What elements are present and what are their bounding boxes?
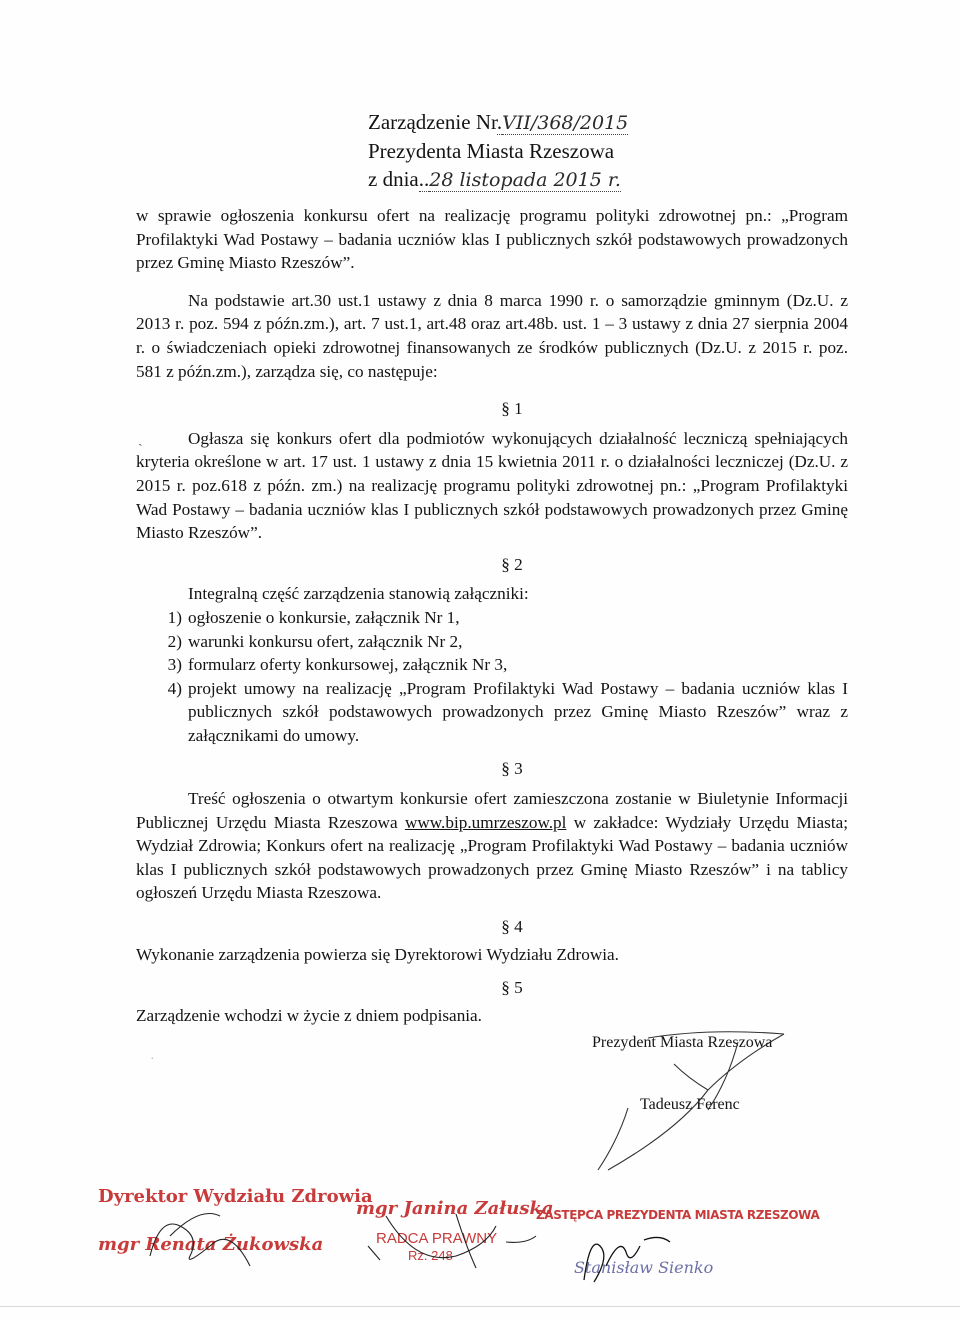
- document-body: [136, 204, 848, 1027]
- signature-title: Prezydent Miasta Rzeszowa: [592, 1034, 773, 1051]
- deputy-stamp-name: Stanisław Sienko: [574, 1258, 714, 1277]
- ordinance-date: 28 listopada 2015 r.: [429, 169, 621, 191]
- ordinance-authority: Prezydenta Miasta Rzeszowa: [368, 139, 615, 163]
- legal-stamp-title: RADCA PRAWNY: [376, 1230, 498, 1247]
- section-5-label: § 5: [501, 978, 523, 998]
- signature-name: Tadeusz Ferenc: [640, 1096, 740, 1113]
- ordinance-number-line: Zarządzenie Nr.VII/368/2015: [368, 110, 629, 134]
- ordinance-title: Zarządzenie Nr: [368, 110, 497, 134]
- bip-link[interactable]: www.bip.umrzeszow.pl: [404, 812, 567, 832]
- list-item: 4) projekt umowy na realizację „Program Profilaktyki Wad Postawy – badania uczniów klas I publicznych szkół podstawowych prowadzonych przez Gminę Miasto Rzeszów” wraz z załącznikami do umowy.: [167, 678, 848, 745]
- list-item: 2) warunki konkursu ofert, załącznik Nr 2,: [167, 631, 463, 651]
- ordinance-number: VII/368/2015: [502, 112, 629, 134]
- margin-mark: ˎ: [138, 432, 143, 447]
- deputy-stamp-title: ZASTĘPCA PREZYDENTA MIASTA RZESZOWA: [536, 1208, 820, 1222]
- legal-signature-icon: [356, 1196, 556, 1276]
- list-item: 1) ogłoszenie o konkursie, załącznik Nr 1,: [167, 607, 460, 627]
- section-3-label: § 3: [501, 759, 523, 779]
- director-stamp-title: Dyrektor Wydziału Zdrowia: [98, 1186, 373, 1207]
- section-4-label: § 4: [501, 917, 523, 937]
- attachments-list: [136, 606, 848, 748]
- page-bottom-edge: [0, 1306, 960, 1307]
- legal-stamp-name: mgr Janina Załuska: [356, 1198, 554, 1219]
- margin-mark: ·: [150, 1052, 155, 1067]
- director-signature-icon: [140, 1196, 260, 1276]
- date-prefix: z dnia: [368, 167, 419, 191]
- section-2-intro: Integralną część zarządzenia stanowią załączniki:: [188, 584, 529, 604]
- section-1-label: § 1: [501, 399, 523, 419]
- list-item: 3) formularz oferty konkursowej, załącznik Nr 3,: [167, 655, 508, 675]
- deputy-signature-icon: [570, 1226, 690, 1290]
- legal-stamp-number: Rz. 248: [408, 1248, 453, 1263]
- president-signature-icon: [588, 1020, 808, 1180]
- director-stamp-name: mgr Renata Żukowska: [98, 1234, 324, 1255]
- section-2-label: § 2: [501, 554, 523, 574]
- legal-basis-paragraph: Na podstawie art.30 ust.1 ustawy z dnia 8 marca 1990 r. o samorządzie gminnym (Dz.U. z 2013 r. poz. 594 z późn.zm.), art. 7 ust.1, art.48 oraz art.48b. ust. 1 – 3 ustawy z dnia 27 sierpnia 2004 r. o świadczeniach opieki zdrowotnej finansowanych ze środków publicznych (Dz.U. z 2015 r. poz. 581 z późn.zm.), zarządza się, co następuje:: [136, 290, 848, 381]
- section-1-text: Ogłasza się konkurs ofert dla podmiotów wykonujących działalność leczniczą spełniających kryteria określone w art. 17 ust. 1 ustawy z dnia 15 kwietnia 2011 r. o działalności leczniczej (Dz.U. z 2015 r. poz.618 z późn. zm.) na realizację programu polityki zdrowotnej pn.: „Program Profilaktyki Wad Postawy – badania uczniów klas I publicznych szkół podstawowych prowadzonych przez Gminę Miasto Rzeszów”.: [136, 428, 848, 543]
- subject-paragraph: w sprawie ogłoszenia konkursu ofert na realizację programu polityki zdrowotnej pn.: „Program Profilaktyki Wad Postawy – badania uczniów klas I publicznych szkół podstawowych prowadzonych przez Gminę Miasto Rzeszów”.: [136, 206, 848, 273]
- section-5-text: Zarządzenie wchodzi w życie z dniem podpisania.: [136, 1005, 482, 1025]
- ordinance-date-line: z dnia..28 listopada 2015 r.: [368, 167, 621, 191]
- section-4-text: Wykonanie zarządzenia powierza się Dyrektorowi Wydziału Zdrowia.: [136, 944, 619, 964]
- section-3-text: Treść ogłoszenia o otwartym konkursie ofert zamieszczona zostanie w Biuletynie Informacji Publicznej Urzędu Miasta Rzeszowa www.bip.umrzeszow.pl w zakładce: Wydziały Urzędu Miasta; Wydział Zdrowia; Konkurs ofert na realizację „Program Profilaktyki Wad Postawy – badania uczniów klas I publicznych szkół podstawowych prowadzonych przez Gminę Miasto Rzeszów” i na tablicy ogłoszeń Urzędu Miasta Rzeszowa.: [136, 789, 849, 903]
- document-header: [368, 108, 628, 194]
